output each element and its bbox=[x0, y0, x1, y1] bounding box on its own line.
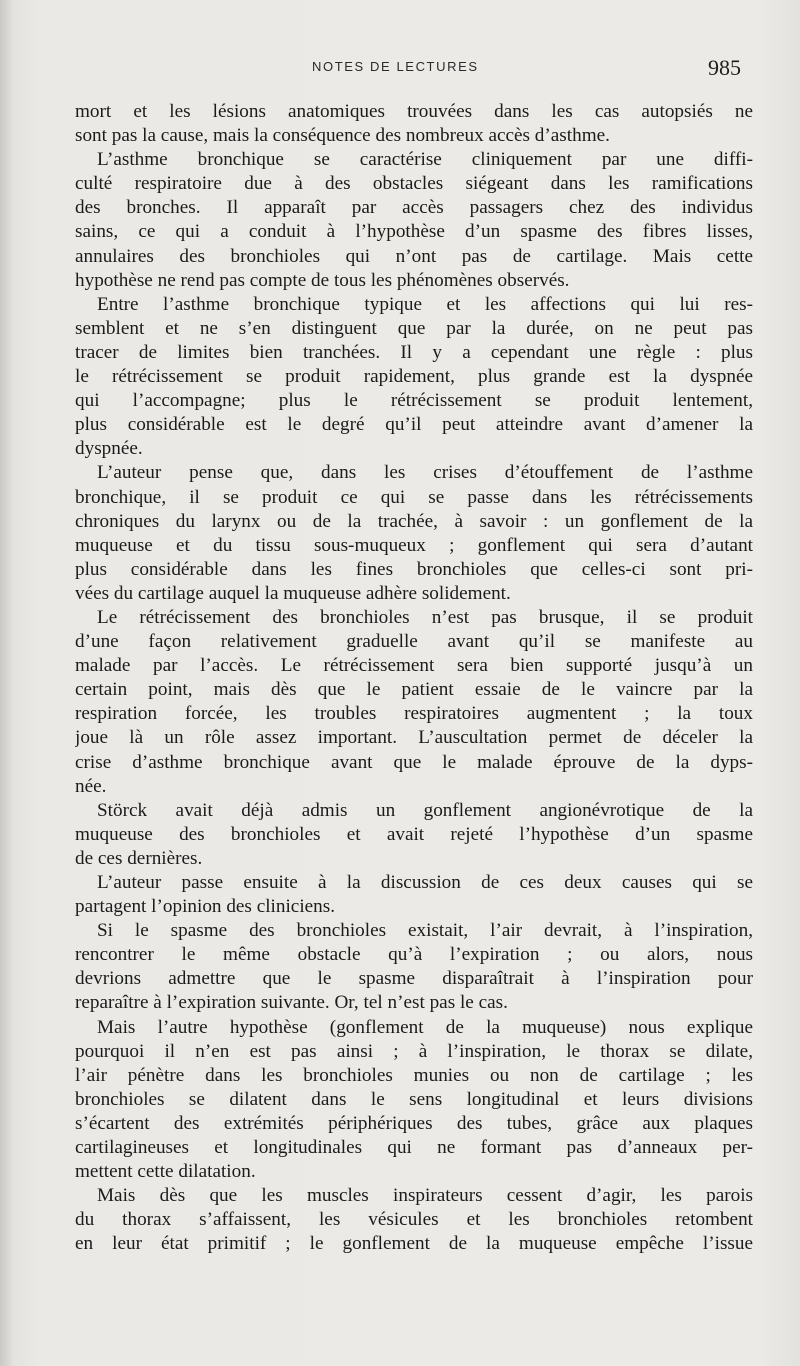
paragraph bbox=[75, 148, 753, 293]
paragraph bbox=[75, 1184, 753, 1256]
text-line: certain point, mais dès que le patient essaie de le vaincre par la bbox=[75, 679, 753, 701]
text-line: crise d’asthme bronchique avant que le malade éprouve de la dyps- bbox=[75, 751, 753, 773]
text-line: plus considérable est le degré qu’il peut atteindre avant d’amener la bbox=[75, 414, 753, 436]
text-line: reparaître à l’expiration suivante. Or, tel n’est pas le cas. bbox=[75, 992, 508, 1014]
text-line: partagent l’opinion des cliniciens. bbox=[75, 896, 336, 918]
text-line: Le rétrécissement des bronchioles n’est pas brusque, il se produit bbox=[97, 606, 753, 628]
text-line: vées du cartilage auquel la muqueuse adhère solidement. bbox=[75, 582, 511, 604]
text-line: du thorax s’affaissent, les vésicules et les bronchioles retombent bbox=[75, 1209, 753, 1231]
text-line: L’auteur passe ensuite à la discussion de ces deux causes qui se bbox=[97, 872, 753, 893]
text-line: née. bbox=[75, 775, 107, 797]
running-title: NOTES DE LECTURES bbox=[312, 59, 479, 74]
text-line: l’air pénètre dans les bronchioles munies ou non de cartilage ; les bbox=[75, 1064, 753, 1086]
text-line: pourquoi il n’en est pas ainsi ; à l’inspiration, le thorax se dilate, bbox=[75, 1040, 753, 1062]
page-number: 985 bbox=[708, 55, 741, 80]
text-line: semblent et ne s’en distinguent que par la durée, on ne peut pas bbox=[75, 317, 753, 339]
text-line: dyspnée. bbox=[75, 438, 143, 460]
text-line: Mais dès que les muscles inspirateurs cessent d’agir, les parois bbox=[97, 1185, 753, 1207]
text-line: tracer de limites bien tranchées. Il y a cependant une règle : plus bbox=[75, 341, 753, 363]
paragraph bbox=[75, 461, 753, 606]
text-line: Störck avait déjà admis un gonflement angionévrotique de la bbox=[97, 799, 753, 821]
text-line: Entre l’asthme bronchique typique et les affections qui lui res- bbox=[97, 293, 753, 315]
text-line: mort et les lésions anatomiques trouvées dans les cas autopsiés ne bbox=[75, 101, 753, 122]
text-line: cartilagineuses et longitudinales qui ne formant pas d’anneaux per- bbox=[75, 1137, 753, 1159]
text-line: des bronches. Il apparaît par accès passagers chez des individus bbox=[75, 197, 753, 219]
text-line: rencontrer le même obstacle qu’à l’expiration ; ou alors, nous bbox=[75, 944, 753, 966]
paragraph bbox=[75, 606, 753, 799]
text-line: culté respiratoire due à des obstacles siégeant dans les ramifications bbox=[75, 173, 753, 195]
text-line: sont pas la cause, mais la conséquence des nombreux accès d’asthme. bbox=[75, 125, 610, 147]
paragraph bbox=[75, 799, 753, 871]
text-line: joue là un rôle assez important. L’auscultation permet de déceler la bbox=[75, 727, 753, 749]
text-line: malade par l’accès. Le rétrécissement sera bien supporté jusqu’à un bbox=[75, 655, 753, 677]
text-line: de ces dernières. bbox=[75, 847, 203, 869]
text-line: annulaires des bronchioles qui n’ont pas de cartilage. Mais cette bbox=[75, 245, 753, 267]
text-line: Si le spasme des bronchioles existait, l’air devrait, à l’inspiration, bbox=[97, 920, 753, 942]
paragraph bbox=[75, 293, 753, 462]
paragraph bbox=[75, 1016, 753, 1185]
text-line: L’auteur pense que, dans les crises d’étouffement de l’asthme bbox=[97, 462, 753, 484]
text-line: hypothèse ne rend pas compte de tous les phénomènes observés. bbox=[75, 269, 570, 291]
text-line: sains, ce qui a conduit à l’hypothèse d’un spasme des fibres lisses, bbox=[75, 221, 753, 243]
text-line: L’asthme bronchique se caractérise cliniquement par une diffi- bbox=[97, 149, 753, 171]
text-line: bronchique, il se produit ce qui se passe dans les rétrécissements bbox=[75, 486, 753, 508]
paragraph bbox=[75, 919, 753, 1015]
text-line: s’écartent des extrémités périphériques des tubes, grâce aux plaques bbox=[75, 1112, 753, 1134]
text-line: le rétrécissement se produit rapidement, plus grande est la dyspnée bbox=[75, 366, 753, 388]
text-line: Mais l’autre hypothèse (gonflement de la muqueuse) nous explique bbox=[97, 1016, 753, 1038]
body-text bbox=[75, 100, 753, 1257]
text-line: d’une façon relativement graduelle avant qu’il se manifeste au bbox=[75, 631, 753, 653]
text-line: qui l’accompagne; plus le rétrécissement se produit lentement, bbox=[75, 390, 753, 412]
text-line: plus considérable dans les fines bronchioles que celles-ci sont pri- bbox=[75, 558, 753, 580]
text-line: devrions admettre que le spasme disparaîtrait à l’inspiration pour bbox=[75, 968, 753, 990]
text-line: mettent cette dilatation. bbox=[75, 1161, 256, 1183]
text-line: respiration forcée, les troubles respiratoires augmentent ; la toux bbox=[75, 703, 753, 725]
text-line: chroniques du larynx ou de la trachée, à savoir : un gonflement de la bbox=[75, 510, 753, 532]
text-line: en leur état primitif ; le gonflement de la muqueuse empêche l’issue bbox=[75, 1233, 753, 1255]
paragraph bbox=[75, 100, 753, 148]
text-line: muqueuse des bronchioles et avait rejeté l’hypothèse d’un spasme bbox=[75, 823, 753, 845]
paragraph bbox=[75, 871, 753, 919]
page-header bbox=[0, 55, 800, 85]
text-line: muqueuse et du tissu sous-muqueux ; gonflement qui sera d’autant bbox=[75, 534, 753, 556]
text-line: bronchioles se dilatent dans le sens longitudinal et leurs divisions bbox=[75, 1088, 753, 1110]
